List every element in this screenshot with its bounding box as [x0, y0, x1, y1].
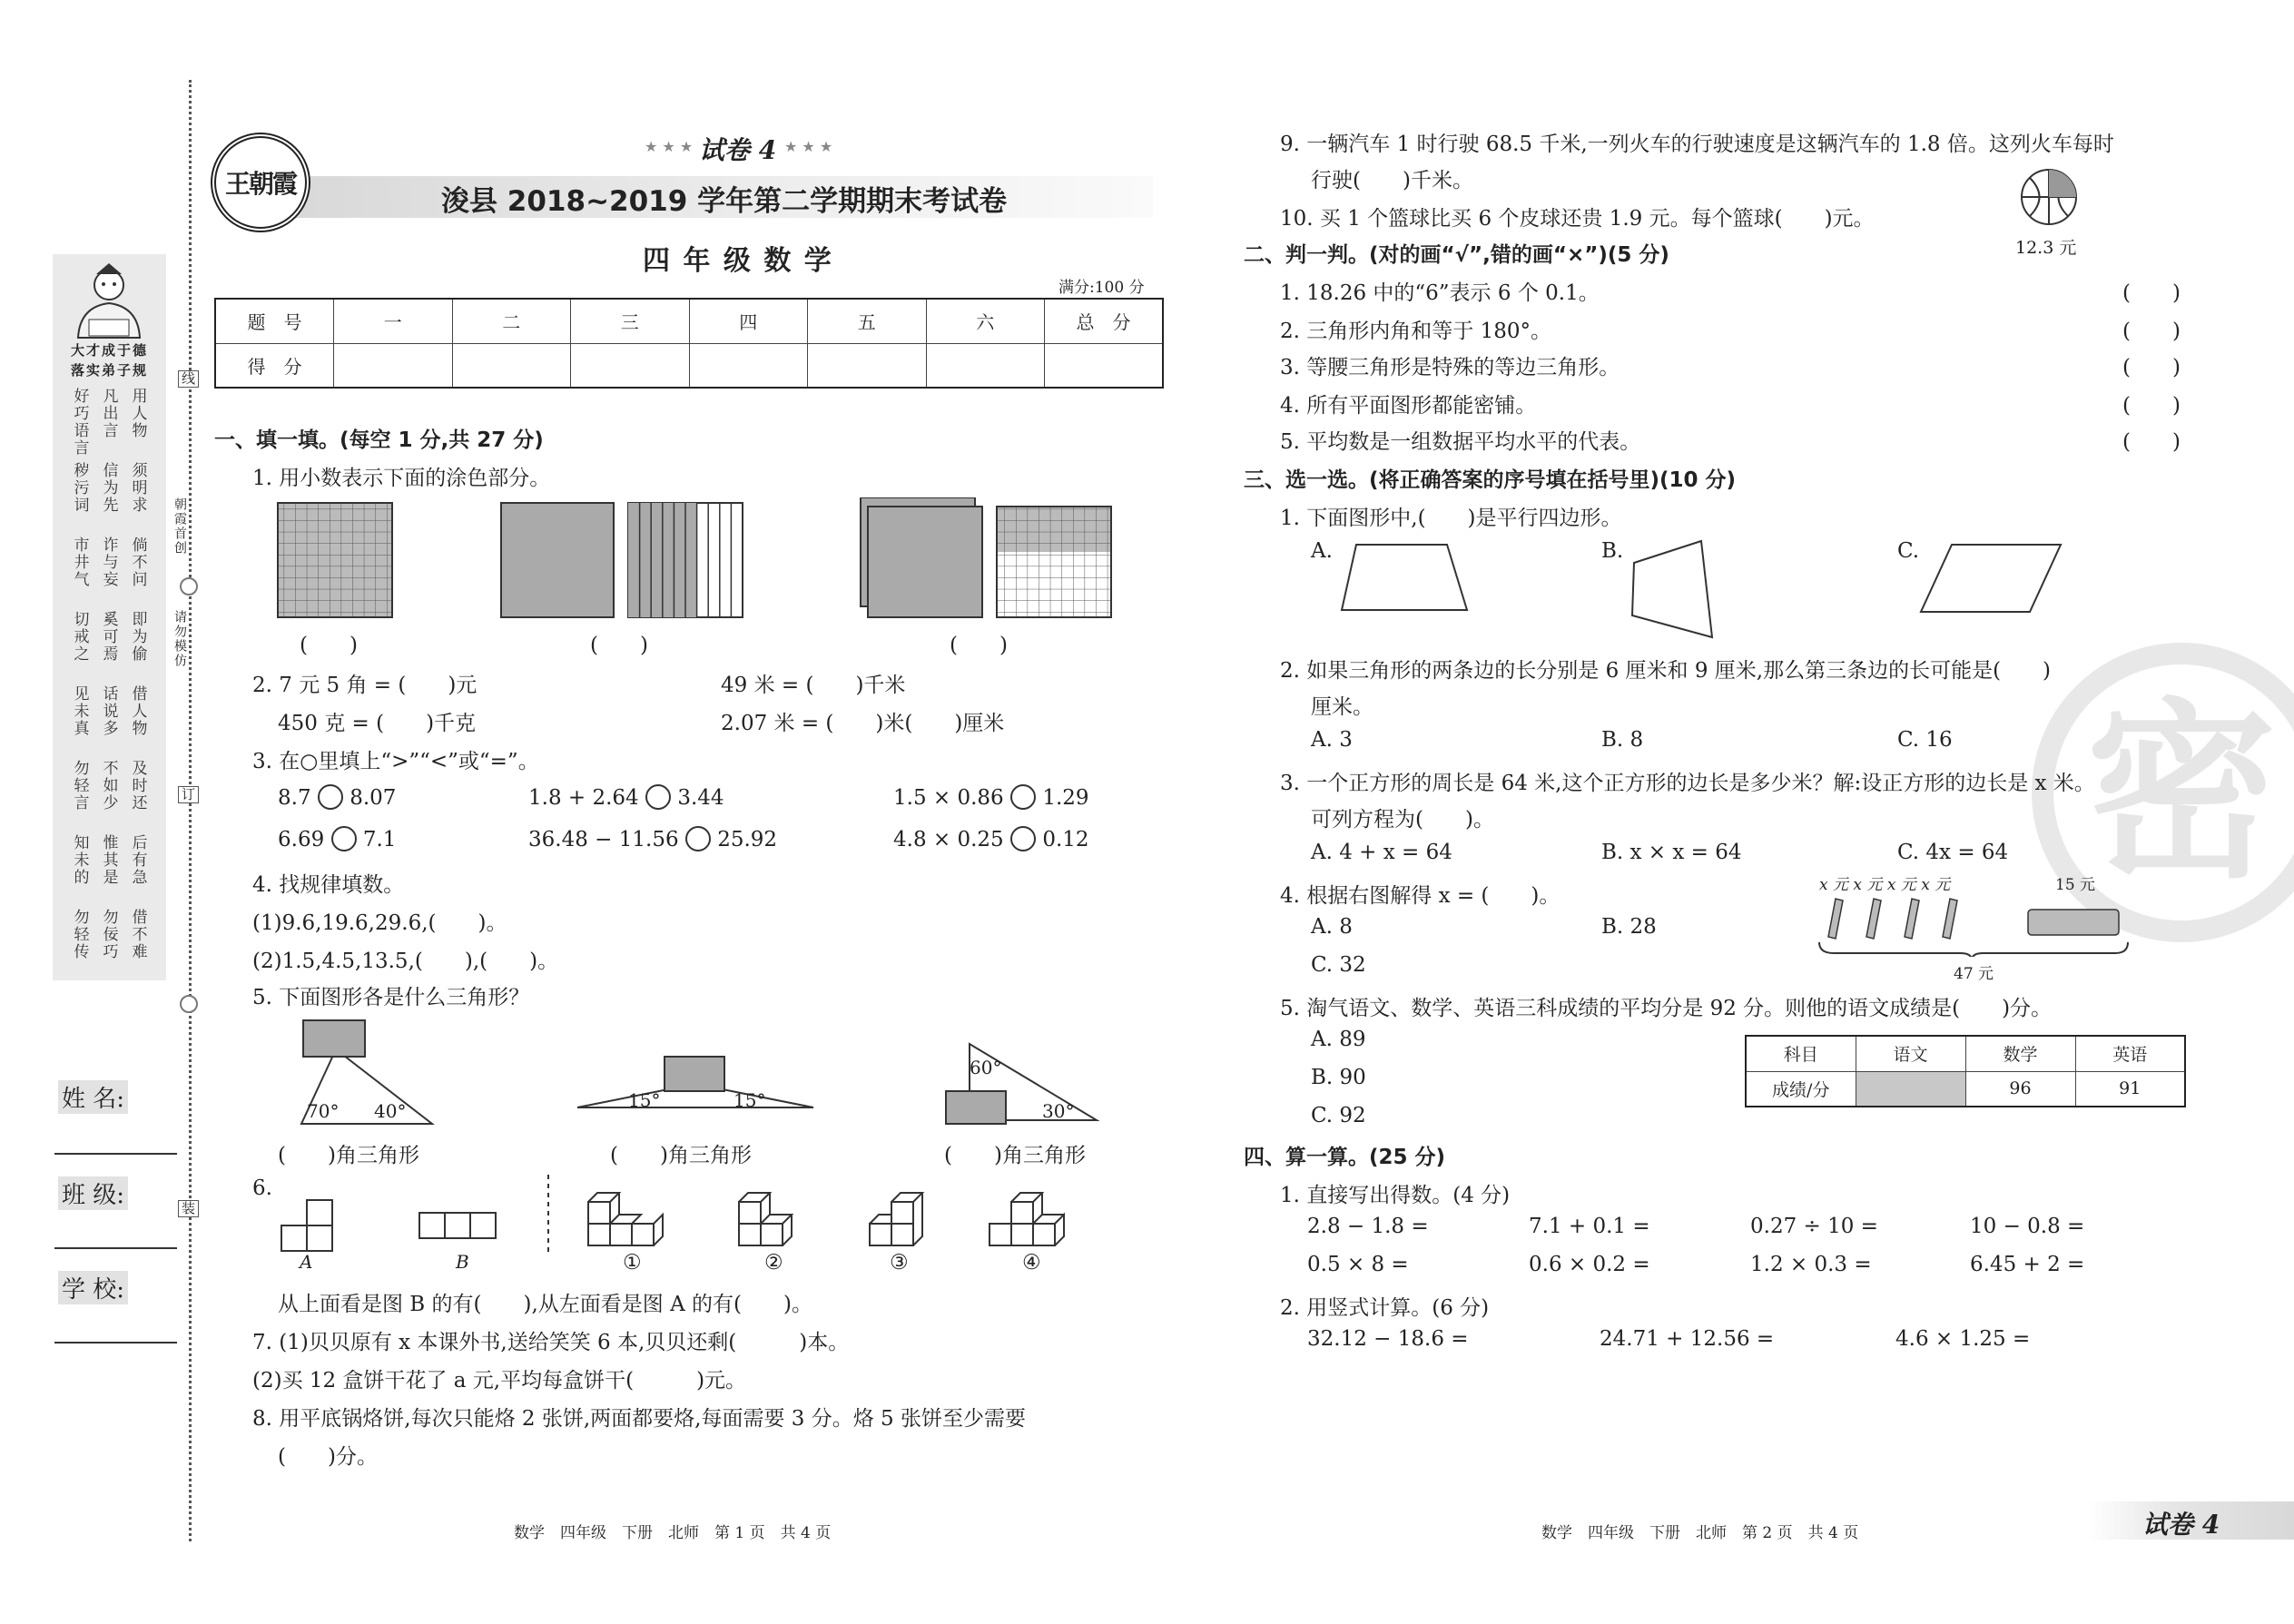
- compare-circle[interactable]: [1010, 784, 1036, 810]
- c2-option-b[interactable]: B. 8: [1601, 728, 1644, 752]
- compare-circle[interactable]: [645, 784, 671, 810]
- pencil-icon: [1866, 899, 1881, 939]
- proverb-grid: 好 巧 语 言 凡 出 言 用 人 物 秽 污 词 信 为 先 须 明 求 市 井 气 诈 与 妄 倘 不 问 切 戒 之 奚 可 焉 即 为 偷 见 未 真 话 说 多 借 人 物 勿 轻 言 不 如 少 及 时 还 知 未 的 惟 其 是 后 有 急 勿 轻 传 勿 佞 巧 借 不 难: [74, 388, 148, 961]
- q4-text: 4. 找规律填数。: [252, 873, 405, 897]
- cube-figure-1: [588, 1193, 663, 1245]
- q2b: 49 米 = ( )千米: [721, 674, 906, 697]
- seal-char: 密: [2085, 680, 2277, 904]
- side-note-1: 朝霞首创: [172, 497, 187, 556]
- q6-number: 6.: [252, 1176, 272, 1200]
- q7a: 7. (1)贝贝原有 x 本课外书,送给笑笑 6 本,贝贝还剩( )本。: [252, 1331, 850, 1354]
- q2c: 450 克 = ( )千克: [278, 712, 477, 735]
- d1-item: 10 − 0.8 =: [1970, 1215, 2085, 1238]
- q2d: 2.07 米 = ( )米( )厘米: [721, 712, 1005, 735]
- brand-logo: [211, 133, 310, 232]
- c1-option-c[interactable]: C.: [1897, 539, 1920, 563]
- class-field[interactable]: [54, 1247, 177, 1249]
- school-label: 学 校:: [58, 1271, 128, 1304]
- c2-option-a[interactable]: A. 3: [1311, 728, 1353, 752]
- q10: 10. 买 1 个篮球比买 6 个皮球还贵 1.9 元。每个篮球( )元。: [1280, 207, 1875, 231]
- section-1-title: 一、填一填。(每空 1 分,共 27 分): [214, 428, 544, 452]
- c5-row-label: 成绩/分: [1746, 1071, 1856, 1107]
- score-table: [214, 298, 1164, 389]
- d1-item: 2.8 − 1.8 =: [1307, 1215, 1429, 1238]
- section-4-title: 四、算一算。(25 分): [1244, 1146, 1446, 1169]
- view-label-a: A: [300, 1251, 313, 1273]
- c2-option-c[interactable]: C. 16: [1897, 728, 1953, 752]
- d2-item: 24.71 + 12.56 =: [1600, 1327, 1775, 1351]
- trapezoid-shape: [1342, 545, 1467, 610]
- compare-circle[interactable]: [318, 784, 343, 810]
- score-head-5: 五: [808, 299, 927, 343]
- series-stars-left: ★ ★ ★: [645, 138, 694, 155]
- c5-head: 语文: [1856, 1036, 1965, 1071]
- footer-page-2: 数学 四年级 下册 北师 第 2 页 共 4 页: [1541, 1524, 1859, 1542]
- quadrilateral-shape: [1632, 541, 1712, 637]
- series-stars-right: ★ ★ ★: [784, 138, 833, 155]
- c5-math-cell: 96: [1965, 1071, 2075, 1107]
- binding-mark-order: 订: [178, 786, 199, 803]
- corner-series-label: 试卷 4: [2142, 1510, 2220, 1540]
- c4-option-b[interactable]: B. 28: [1601, 915, 1657, 939]
- binding-hole-1: [180, 577, 198, 595]
- score-cell[interactable]: [926, 343, 1045, 388]
- score-head-7: 总 分: [1045, 299, 1164, 343]
- binding-mark-install: 装: [178, 1200, 199, 1217]
- sidebar-motto-panel: [53, 254, 166, 980]
- c3-option-c[interactable]: C. 4x = 64: [1897, 841, 2009, 864]
- d2-item: 4.6 × 1.25 =: [1895, 1327, 2031, 1351]
- q1-text: 1. 用小数表示下面的涂色部分。: [252, 467, 551, 490]
- q1-figures: [272, 497, 1117, 623]
- c3-option-b[interactable]: B. x × x = 64: [1601, 841, 1742, 864]
- series-label: 试卷 4: [699, 135, 777, 165]
- triangle-2-cover: [665, 1057, 724, 1091]
- pencil-icon: [1943, 899, 1957, 939]
- judge-4: 4. 所有平面图形都能密铺。: [1280, 394, 1537, 418]
- score-cell[interactable]: [808, 343, 927, 388]
- c2b: 厘米。: [1311, 695, 1373, 719]
- score-head-1: 一: [334, 299, 453, 343]
- score-cell[interactable]: [689, 343, 808, 388]
- c5-option-b[interactable]: B. 90: [1311, 1066, 1366, 1089]
- d1-item: 0.6 × 0.2 =: [1529, 1253, 1650, 1276]
- c5-option-a[interactable]: A. 89: [1311, 1028, 1366, 1051]
- stacked-square-front: [868, 507, 982, 617]
- judge-1: 1. 18.26 中的“6”表示 6 个 0.1。: [1280, 281, 1600, 305]
- section-3-title: 三、选一选。(将正确答案的序号填在括号里)(10 分): [1244, 468, 1737, 492]
- figure-label-4: ④: [1022, 1251, 1041, 1275]
- score-head-0: 题 号: [215, 299, 334, 343]
- q5-answer-3[interactable]: ( )角三角形: [944, 1144, 1086, 1167]
- d1-item: 0.27 ÷ 10 =: [1750, 1215, 1878, 1238]
- q9a: 9. 一辆汽车 1 时行驶 68.5 千米,一列火车的行驶速度是这辆汽车的 1.8 倍。这列火车每时: [1280, 133, 2114, 156]
- q8b: ( )分。: [278, 1445, 378, 1469]
- angle-label: 40°: [374, 1100, 407, 1122]
- c1-option-a[interactable]: A.: [1311, 539, 1333, 563]
- d2-text: 2. 用竖式计算。(6 分): [1280, 1296, 1490, 1320]
- motto-1: 大才成于德: [70, 342, 148, 359]
- q3-item-5: 36.48 − 11.56 25.92: [528, 828, 778, 851]
- section-2-title: 二、判一判。(对的画“√”,错的画“×”)(5 分): [1244, 243, 1669, 267]
- compare-circle[interactable]: [685, 826, 711, 851]
- score-head-3: 三: [571, 299, 690, 343]
- score-row-label: 得 分: [215, 343, 334, 388]
- c4-brace: [1819, 942, 2128, 957]
- binding-dashed-line: [189, 80, 192, 1541]
- footer-page-1: 数学 四年级 下册 北师 第 1 页 共 4 页: [514, 1524, 832, 1542]
- c5-option-c[interactable]: C. 92: [1311, 1104, 1366, 1127]
- ball-price: 12.3 元: [2015, 238, 2077, 258]
- score-cell[interactable]: [1045, 343, 1164, 388]
- c1-option-b[interactable]: B.: [1601, 539, 1624, 563]
- c3-option-a[interactable]: A. 4 + x = 64: [1311, 841, 1452, 864]
- c4-fig-box-price: 15 元: [2055, 876, 2096, 894]
- c4-option-a[interactable]: A. 8: [1311, 915, 1353, 939]
- name-label: 姓 名:: [58, 1080, 128, 1114]
- basketball-icon: [2019, 167, 2079, 227]
- judge-5: 5. 平均数是一组数据平均水平的代表。: [1280, 430, 1641, 454]
- q6-question: 从上面看是图 B 的有( ),从左面看是图 A 的有( )。: [278, 1293, 812, 1316]
- c5-english-cell: 91: [2075, 1071, 2185, 1107]
- triangle-3-cover: [946, 1091, 1006, 1124]
- d1-item: 6.45 + 2 =: [1970, 1253, 2085, 1276]
- score-cell[interactable]: [571, 343, 690, 388]
- cube-figure-2: [739, 1193, 792, 1245]
- judge-answer-5[interactable]: ( ): [2122, 430, 2181, 454]
- binding-hole-2: [180, 995, 198, 1013]
- angle-label: 30°: [1042, 1100, 1075, 1122]
- d1-text: 1. 直接写出得数。(4 分): [1280, 1184, 1511, 1207]
- d1-item: 7.1 + 0.1 =: [1529, 1215, 1650, 1238]
- q3-item-6: 4.8 × 0.25 0.12: [893, 828, 1089, 851]
- c5-text: 5. 淘气语文、数学、英语三科成绩的平均分是 92 分。则他的语文成绩是( )分。: [1280, 997, 2053, 1020]
- angle-label: 15°: [733, 1089, 766, 1111]
- figure-label-2: ②: [764, 1251, 783, 1275]
- q5-text: 5. 下面图形各是什么三角形？: [252, 986, 530, 1009]
- parallelogram-shape: [1921, 545, 2061, 612]
- q3-item-1: 8.7 8.07: [278, 786, 397, 810]
- judge-2: 2. 三角形内角和等于 180°。: [1280, 320, 1551, 343]
- c5-head: 英语: [2075, 1036, 2185, 1071]
- q3-item-3: 1.5 × 0.86 1.29: [893, 786, 1089, 810]
- c5-head: 科目: [1746, 1036, 1856, 1071]
- judge-answer-1[interactable]: ( ): [2122, 281, 2181, 305]
- judge-answer-2[interactable]: ( ): [2122, 320, 2181, 343]
- angle-label: 60°: [970, 1057, 1002, 1078]
- class-label: 班 级:: [58, 1176, 128, 1210]
- q1-blank-2[interactable]: ( ): [590, 634, 648, 657]
- c3a: 3. 一个正方形的周长是 64 米,这个正方形的边长是多少米？解:设正方形的边长是 x 米。: [1280, 772, 2095, 795]
- score-cell[interactable]: [334, 343, 453, 388]
- angle-label: 70°: [307, 1100, 340, 1122]
- c5-chinese-cell: [1856, 1071, 1965, 1107]
- pencil-icon: [1828, 899, 1843, 939]
- side-note-2: 请勿模仿: [172, 610, 187, 668]
- cube-figure-3: [870, 1193, 922, 1245]
- triangle-1-cover: [303, 1020, 365, 1057]
- q9b: 行驶( )千米。: [1311, 169, 1473, 192]
- c5-head: 数学: [1965, 1036, 2075, 1071]
- figure-label-1: ①: [623, 1251, 642, 1275]
- d1-item: 0.5 × 8 =: [1307, 1253, 1409, 1276]
- q4a: (1)9.6,19.6,29.6,( )。: [252, 911, 507, 935]
- subject-title: 四 年 级 数 学: [643, 245, 833, 277]
- exam-title: 浚县 2018~2019 学年第二学期期末考试卷: [441, 185, 1008, 218]
- full-score: 满分:100 分: [1058, 279, 1145, 297]
- full-square-shaded: [501, 503, 614, 617]
- c4-text: 4. 根据右图解得 x = ( )。: [1280, 884, 1561, 908]
- judge-answer-3[interactable]: ( ): [2122, 356, 2181, 379]
- c4-option-c[interactable]: C. 32: [1311, 953, 1366, 977]
- q6-cube-views: [272, 1175, 1108, 1255]
- score-head-4: 四: [689, 299, 808, 343]
- figure-label-3: ③: [890, 1251, 909, 1275]
- angle-label: 15°: [628, 1089, 661, 1111]
- score-head-6: 六: [926, 299, 1045, 343]
- c2a: 2. 如果三角形的两条边的长分别是 6 厘米和 9 厘米,那么第三条边的长可能是( ): [1280, 659, 2052, 683]
- view-label-b: B: [456, 1251, 469, 1273]
- q4b: (2)1.5,4.5,13.5,( ),( )。: [252, 950, 559, 973]
- scholar-illustration: [53, 260, 166, 341]
- q1-blank-3[interactable]: ( ): [950, 634, 1008, 657]
- c1-text: 1. 下面图形中,( )是平行四边形。: [1280, 507, 1622, 530]
- judge-3: 3. 等腰三角形是特殊的等边三角形。: [1280, 356, 1620, 379]
- q3-item-4: 6.69 7.1: [278, 828, 397, 851]
- motto-2: 落实弟子规: [70, 362, 148, 379]
- c4-fig-unit: x 元 x 元 x 元 x 元: [1819, 876, 1951, 894]
- binding-mark-line: 线: [178, 370, 199, 388]
- brand-logo-text: 王朝霞: [224, 169, 296, 199]
- c4-pens-figure: [1816, 893, 2133, 957]
- q7b: (2)买 12 盒饼干花了 a 元,平均每盒饼干( )元。: [252, 1369, 747, 1393]
- d1-item: 1.2 × 0.3 =: [1750, 1253, 1872, 1276]
- school-field[interactable]: [54, 1342, 177, 1343]
- judge-answer-4[interactable]: ( ): [2122, 394, 2181, 418]
- cube-figure-4: [989, 1193, 1064, 1245]
- compare-circle[interactable]: [331, 826, 357, 851]
- c5-score-table: [1745, 1035, 2186, 1107]
- c3b: 可列方程为( )。: [1311, 808, 1494, 832]
- compare-circle[interactable]: [1010, 826, 1036, 851]
- pencil-box-icon: [2028, 910, 2119, 935]
- c4-fig-total: 47 元: [1954, 965, 1994, 983]
- q5-answer-1[interactable]: ( )角三角形: [278, 1144, 419, 1167]
- q2a: 2. 7 元 5 角 = ( )元: [252, 674, 478, 697]
- score-head-2: 二: [452, 299, 571, 343]
- q8a: 8. 用平底锅烙饼,每次只能烙 2 张饼,两面都要烙,每面需要 3 分。烙 5 张饼至少需要: [252, 1407, 1026, 1431]
- d2-item: 32.12 − 18.6 =: [1307, 1327, 1469, 1351]
- q3-item-2: 1.8 + 2.64 3.44: [528, 786, 724, 810]
- q5-answer-2[interactable]: ( )角三角形: [610, 1144, 752, 1167]
- q1-blank-1[interactable]: ( ): [300, 634, 358, 657]
- pencil-icon: [1905, 899, 1919, 939]
- score-cell[interactable]: [452, 343, 571, 388]
- name-field[interactable]: [54, 1153, 177, 1155]
- c1-shapes: [1334, 537, 2079, 646]
- q3-text: 3. 在○里填上“>”“<”或“=”。: [252, 750, 539, 773]
